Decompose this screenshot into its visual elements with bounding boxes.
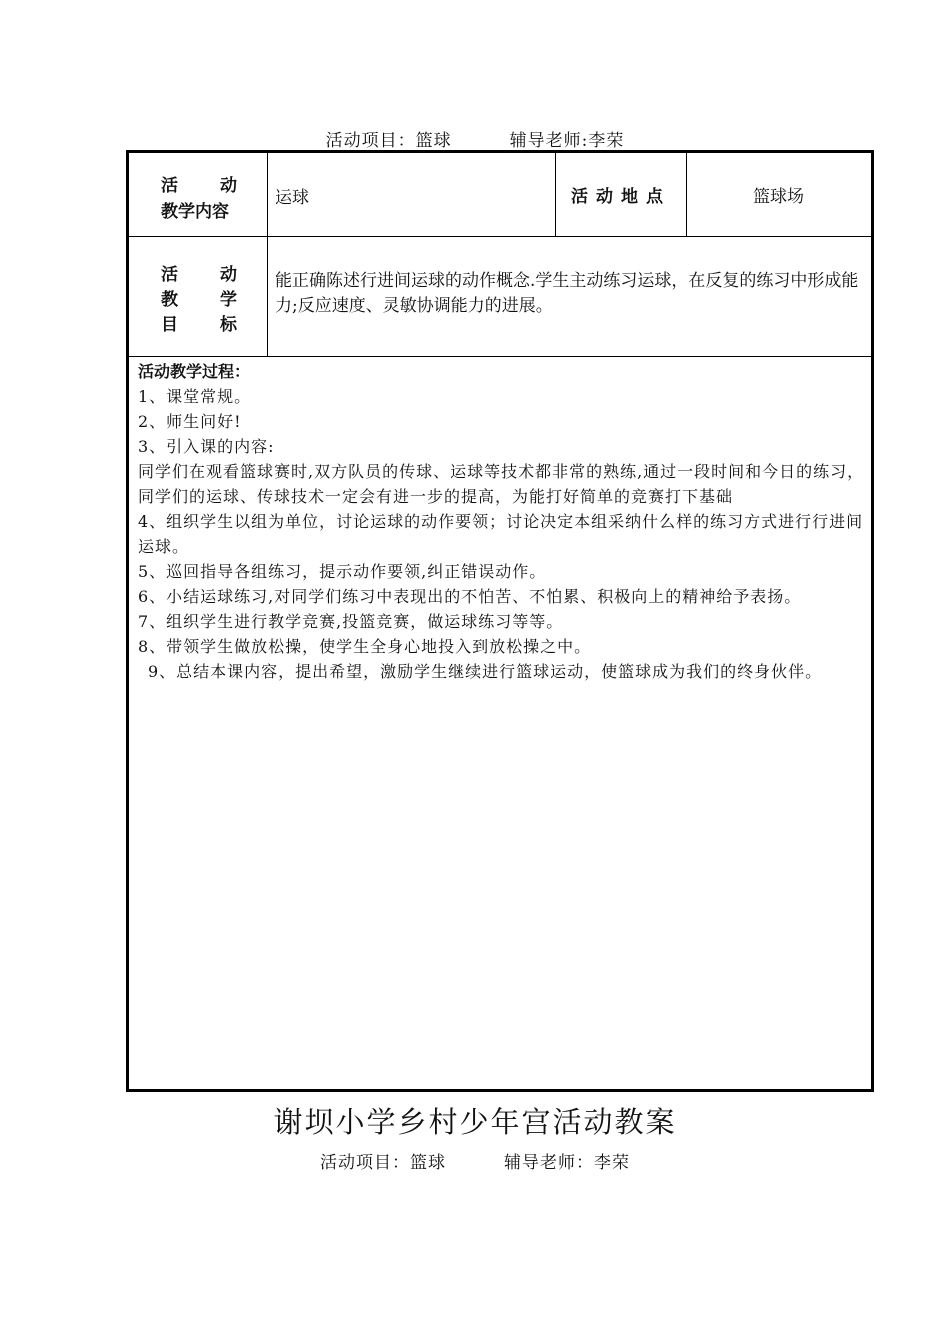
teacher-label: 辅导老师:李荣 xyxy=(509,131,625,151)
goal-row xyxy=(129,236,871,357)
footer-line xyxy=(0,1148,950,1173)
venue-value: 篮球场 xyxy=(753,187,804,207)
process-step: 5、巡回指导各组练习，提示动作要领,纠正错误动作。 xyxy=(138,562,547,581)
process-step: 9、总结本课内容，提出希望，激励学生继续进行篮球运动，使篮球成为我们的终身伙伴。 xyxy=(148,662,823,681)
process-step: 同学们在观看篮球赛时,双方队员的传球、运球等技术都非常的熟练,通过一段时间和今日的练习，同学们的运球、传球技术一定会有进一步的提高，为能打好简单的竞赛打下基础 xyxy=(138,462,865,506)
label-char: 目 xyxy=(161,315,178,335)
label-char: 教 xyxy=(161,290,178,310)
process-step: 7、组织学生进行教学竞赛,投篮竞赛，做运球练习等等。 xyxy=(138,612,564,631)
label-char: 活 xyxy=(161,176,178,196)
project-label: 活动项目：篮球 xyxy=(320,1153,446,1173)
process-title: 活动教学过程： xyxy=(138,362,251,381)
label-char: 动 xyxy=(220,176,237,196)
process-step: 3、引入课的内容: xyxy=(138,437,275,456)
label-char: 标 xyxy=(220,315,237,335)
process-step: 6、小结运球练习,对同学们练习中表现出的不怕苦、不怕累、积极向上的精神给予表扬。 xyxy=(138,587,802,606)
process-step: 1、课堂常规。 xyxy=(138,387,252,406)
label-text: 教学内容 xyxy=(161,202,229,222)
venue-label: 活动地点 xyxy=(555,153,687,236)
document-title: 谢坝小学乡村少年宫活动教案 xyxy=(273,1105,677,1139)
goal-label-cell xyxy=(129,236,268,356)
header-line xyxy=(0,126,950,151)
process-step: 8、带领学生做放松操，使学生全身心地投入到放松操之中。 xyxy=(138,637,592,656)
content-value: 运球 xyxy=(275,188,309,208)
teacher-label: 辅导老师：李荣 xyxy=(504,1153,630,1173)
process-step: 4、组织学生以组为单位，讨论运球的动作要领；讨论决定本组采纳什么样的练习方式进行行进间运球。 xyxy=(138,512,864,556)
label-char: 学 xyxy=(220,290,237,310)
process-section xyxy=(138,359,868,684)
process-step: 2、师生问好! xyxy=(138,412,242,431)
project-label: 活动项目：篮球 xyxy=(325,131,452,151)
lesson-plan-table xyxy=(126,150,874,1092)
goal-text: 能正确陈述行进间运球的动作概念.学生主动练习运球，在反复的练习中形成能力;反应速度、灵敏协调能力的进展。 xyxy=(275,271,859,316)
label-char: 活 xyxy=(161,265,178,285)
content-row xyxy=(129,153,871,237)
label-char: 动 xyxy=(220,265,237,285)
content-label-cell xyxy=(129,153,268,236)
